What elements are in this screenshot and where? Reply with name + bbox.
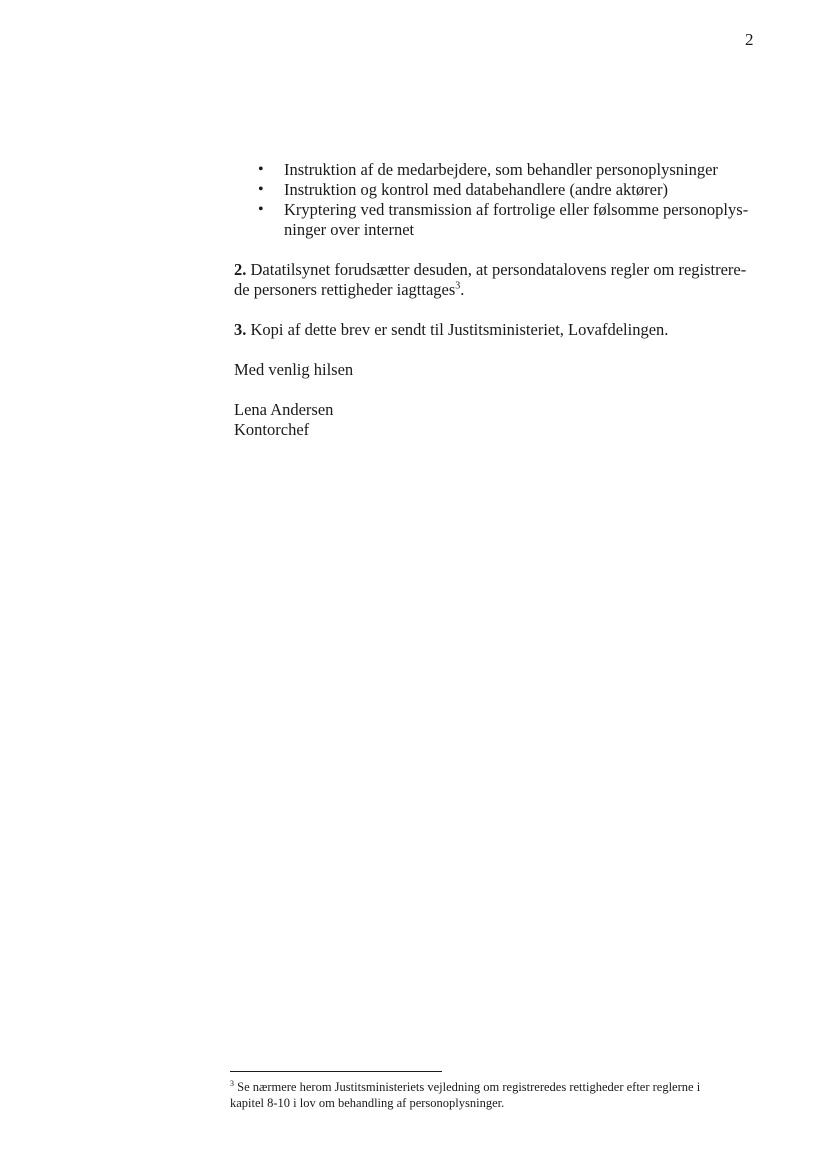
list-item-text: Instruktion og kontrol med databehandlere (andre aktører) xyxy=(284,180,668,199)
signature-block xyxy=(234,400,774,440)
bullet-icon: • xyxy=(258,181,264,198)
paragraph-number: 3. xyxy=(234,320,247,339)
footnote-reference[interactable]: 3 xyxy=(455,280,461,292)
paragraph-2 xyxy=(234,260,774,300)
page-number: 2 xyxy=(745,30,754,49)
letter-body xyxy=(234,160,774,440)
signatory-title: Kontorchef xyxy=(234,420,310,439)
closing-salutation: Med venlig hilsen xyxy=(234,360,354,379)
footnote-text-continued: kapitel 8-10 i lov om behandling af personoplysninger. xyxy=(230,1096,505,1110)
list-item xyxy=(234,160,774,180)
list-item-text: Instruktion af de medarbejdere, som behandler personoplysninger xyxy=(284,160,718,179)
paragraph-text: Kopi af dette brev er sendt til Justitsministeriet, Lovafdelingen. xyxy=(250,320,669,339)
paragraph-3 xyxy=(234,320,774,340)
paragraph-text: Datatilsynet forudsætter desuden, at persondatalovens regler om registrere- xyxy=(250,260,747,279)
list-item xyxy=(234,180,774,200)
list-item-text-continued: ninger over internet xyxy=(284,220,415,239)
footnote-text: Se nærmere herom Justitsministeriets vejledning om registreredes rettigheder efter reglerne i xyxy=(237,1080,701,1094)
paragraph-end: . xyxy=(460,280,465,299)
footnote-marker: 3 xyxy=(230,1078,234,1088)
signatory-name: Lena Andersen xyxy=(234,400,334,419)
footnote-divider xyxy=(230,1071,442,1072)
footnote xyxy=(230,1079,775,1111)
list-item xyxy=(234,200,774,240)
paragraph-number: 2. xyxy=(234,260,247,279)
bullet-icon: • xyxy=(258,201,264,218)
paragraph-text-continued: de personers rettigheder iagttages xyxy=(234,280,456,299)
bullet-icon: • xyxy=(258,161,264,178)
list-item-text: Kryptering ved transmission af fortrolige eller følsomme personoplys- xyxy=(284,200,749,219)
bullet-list xyxy=(234,160,774,240)
